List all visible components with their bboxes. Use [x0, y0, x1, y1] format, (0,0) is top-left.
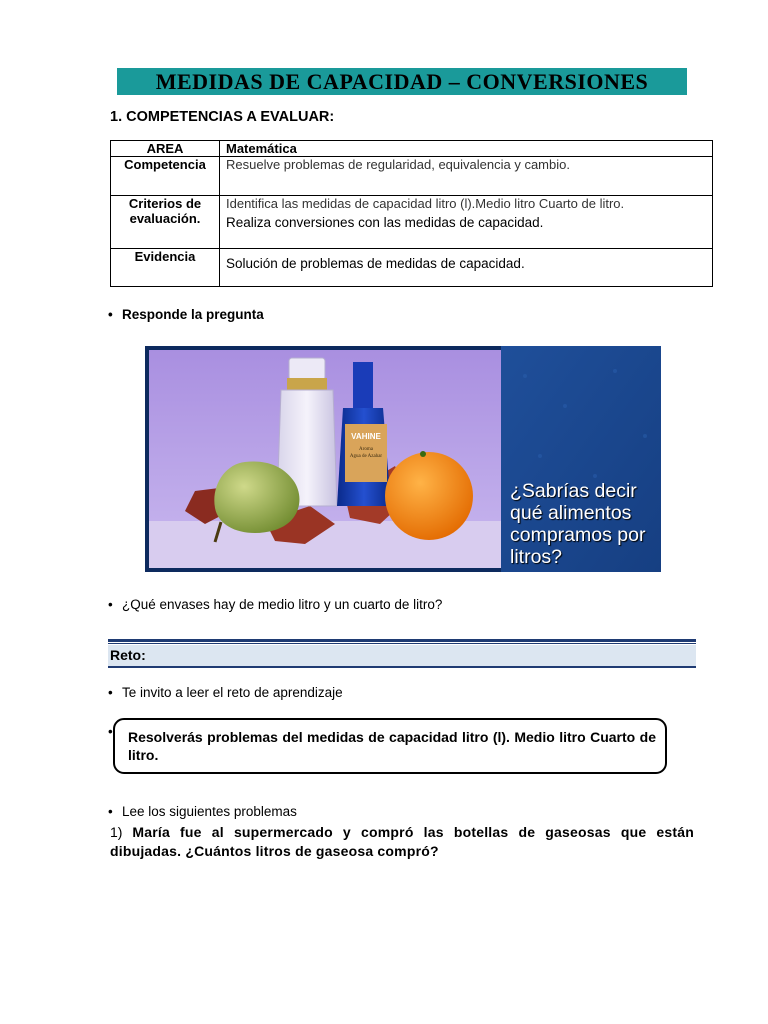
row-value-criterios: [220, 196, 713, 249]
row-label-evidencia: Evidencia: [111, 249, 220, 287]
cell-text: Resuelve problemas de regularidad, equivalencia y cambio.: [226, 157, 570, 172]
table-header-value: Matemática: [220, 141, 713, 157]
bullet-icon: •: [108, 724, 113, 739]
problem-number: 1): [110, 824, 123, 840]
cell-text: Identifica las medidas de capacidad litro (l).Medio litro Cuarto de litro.: [226, 196, 625, 211]
bottle-label-brand: VAHINE: [351, 432, 381, 441]
bullet-invito: • Te invito a leer el reto de aprendizaje: [108, 685, 343, 700]
row-label-criterios: [111, 196, 220, 249]
table-header-label: AREA: [111, 141, 220, 157]
photo-question-text: ¿Sabrías decir qué alimentos compramos por litros?: [510, 480, 646, 568]
bottle-label-line1: Aroma: [359, 447, 373, 452]
problem-1: [110, 823, 694, 861]
row-value-evidencia: [220, 249, 713, 287]
bullet-envases: • ¿Qué envases hay de medio litro y un cuarto de litro?: [108, 597, 443, 612]
section-heading: 1. COMPETENCIAS A EVALUAR:: [110, 109, 335, 125]
problem-text: María fue al supermercado y compró las botellas de gaseosas que están dibujadas. ¿Cuántos litros de gaseosa compró?: [110, 824, 695, 859]
cell-text: Criterios de evaluación.: [128, 196, 202, 226]
cell-text: Solución de problemas de medidas de capacidad.: [226, 256, 525, 271]
bullet-responde: • Responde la pregunta: [108, 307, 264, 322]
cell-text: Realiza conversiones con las medidas de capacidad.: [226, 215, 544, 230]
bullet-icon: •: [108, 307, 113, 322]
table-row: [111, 141, 713, 157]
bullet-icon: •: [108, 804, 113, 819]
reto-text: Resolverás problemas del medidas de capacidad litro (l). Medio litro Cuarto de litro.: [128, 729, 656, 763]
bottle-label-line2: Agua de Azahar: [349, 454, 383, 459]
reto-header: [108, 645, 696, 668]
table-row: [111, 157, 713, 196]
reto-divider: [108, 643, 696, 644]
page-title: MEDIDAS DE CAPACIDAD – CONVERSIONES: [117, 68, 687, 95]
table-row: [111, 249, 713, 287]
row-value-competencia: [220, 157, 713, 196]
bullet-lee: • Lee los siguientes problemas: [108, 804, 297, 819]
reto-divider: [108, 639, 696, 642]
bullet-icon: •: [108, 597, 113, 612]
reto-label: Reto:: [110, 647, 146, 663]
table-row: [111, 196, 713, 249]
competencies-table: [110, 140, 713, 287]
bullet-icon: •: [108, 685, 113, 700]
row-label-competencia: Competencia: [111, 157, 220, 196]
